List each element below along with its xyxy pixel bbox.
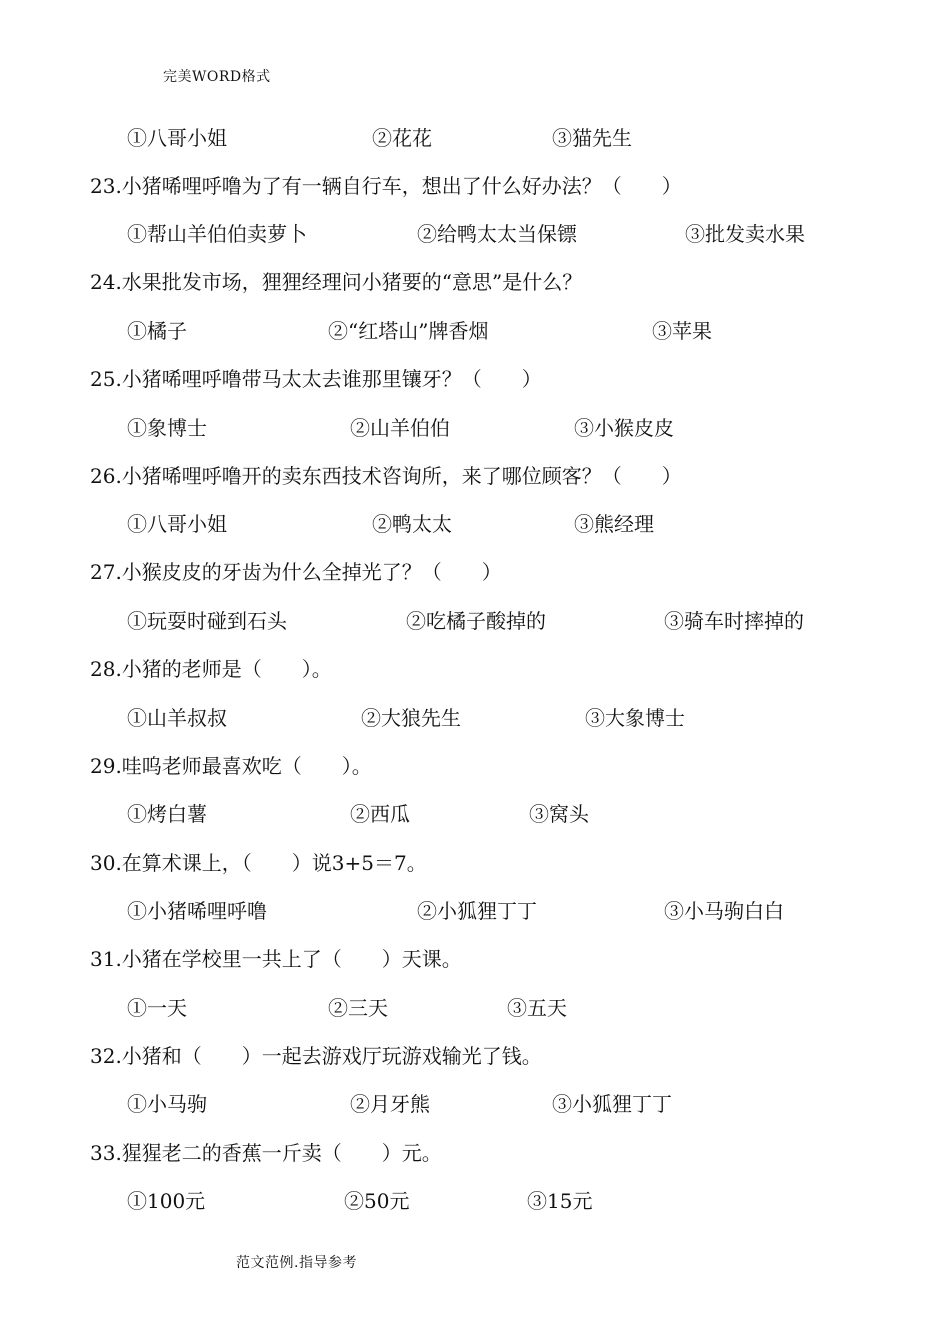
answer-option: ①100元 <box>127 1189 206 1213</box>
answer-option: ②小狐狸丁丁 <box>417 899 537 923</box>
question-text: 28.小猪的老师是（ ）。 <box>90 657 332 681</box>
answer-option: ①山羊叔叔 <box>127 706 227 730</box>
page-header: 完美WORD格式 <box>163 69 271 85</box>
answer-option: ③小狐狸丁丁 <box>552 1092 672 1116</box>
question-text: 25.小猪唏哩呼噜带马太太去谁那里镶牙？（ ） <box>90 367 542 391</box>
answer-option: ③大象博士 <box>585 706 685 730</box>
answer-option: ①帮山羊伯伯卖萝卜 <box>127 222 307 246</box>
answer-option: ③苹果 <box>652 319 712 343</box>
question-text: 31.小猪在学校里一共上了（ ）天课。 <box>90 947 462 971</box>
answer-option: ①八哥小姐 <box>127 126 227 150</box>
question-text: 23.小猪唏哩呼噜为了有一辆自行车，想出了什么好办法？（ ） <box>90 174 682 198</box>
answer-option: ②“红塔山”牌香烟 <box>328 319 489 343</box>
answer-option: ②月牙熊 <box>350 1092 430 1116</box>
answer-option: ②吃橘子酸掉的 <box>406 609 546 633</box>
answer-option: ②大狼先生 <box>361 706 461 730</box>
answer-option: ③批发卖水果 <box>685 222 805 246</box>
question-text: 27.小猴皮皮的牙齿为什么全掉光了？（ ） <box>90 560 502 584</box>
answer-option: ①小猪唏哩呼噜 <box>127 899 267 923</box>
answer-option: ①橘子 <box>127 319 187 343</box>
question-text: 32.小猪和（ ）一起去游戏厅玩游戏输光了钱。 <box>90 1044 542 1068</box>
answer-option: ②西瓜 <box>350 802 410 826</box>
question-text: 29.哇呜老师最喜欢吃（ ）。 <box>90 754 372 778</box>
answer-option: ②三天 <box>328 996 388 1020</box>
answer-option: ③窝头 <box>529 802 589 826</box>
answer-option: ①烤白薯 <box>127 802 207 826</box>
answer-option: ③小马驹白白 <box>664 899 784 923</box>
question-text: 24.水果批发市场，狸狸经理问小猪要的“意思”是什么？ <box>90 270 583 294</box>
question-text: 30.在算术课上，（ ）说3+5＝7。 <box>90 851 427 875</box>
answer-option: ②鸭太太 <box>372 512 452 536</box>
answer-option: ③熊经理 <box>574 512 654 536</box>
answer-option: ②50元 <box>344 1189 410 1213</box>
answer-option: ②给鸭太太当保镖 <box>417 222 577 246</box>
answer-option: ③五天 <box>507 996 567 1020</box>
answer-option: ①小马驹 <box>127 1092 207 1116</box>
answer-option: ②山羊伯伯 <box>350 416 450 440</box>
answer-option: ②花花 <box>372 126 432 150</box>
answer-option: ③15元 <box>527 1189 593 1213</box>
question-text: 33.猩猩老二的香蕉一斤卖（ ）元。 <box>90 1141 442 1165</box>
question-text: 26.小猪唏哩呼噜开的卖东西技术咨询所，来了哪位顾客？（ ） <box>90 464 682 488</box>
answer-option: ①八哥小姐 <box>127 512 227 536</box>
answer-option: ③小猴皮皮 <box>574 416 674 440</box>
answer-option: ①象博士 <box>127 416 207 440</box>
answer-option: ③骑车时摔掉的 <box>664 609 804 633</box>
answer-option: ③猫先生 <box>552 126 632 150</box>
page-footer: 范文范例.指导参考 <box>236 1255 357 1271</box>
answer-option: ①一天 <box>127 996 187 1020</box>
answer-option: ①玩耍时碰到石头 <box>127 609 287 633</box>
